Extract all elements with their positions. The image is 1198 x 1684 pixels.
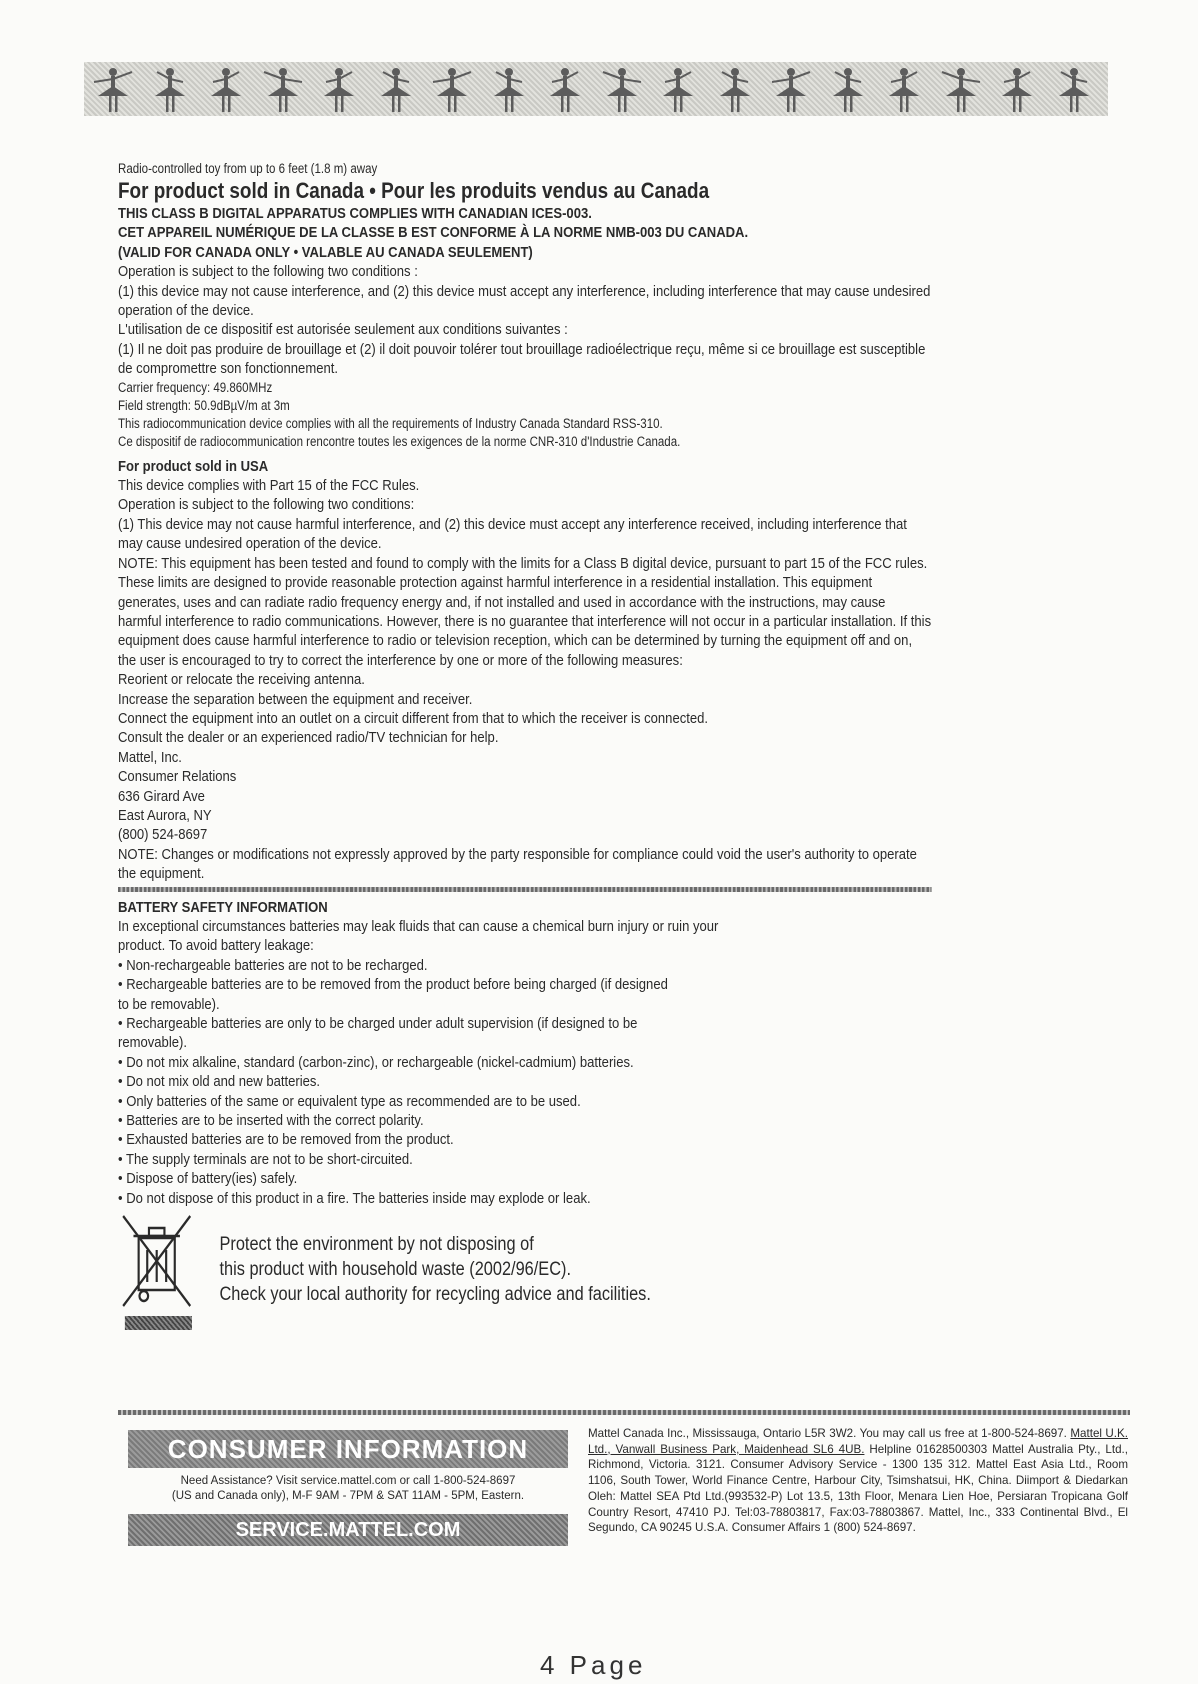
ballerina-icon (655, 66, 701, 114)
recycle-line: this product with household waste (2002/96/EC). (219, 1259, 571, 1281)
canada-heading: For product sold in Canada • Pour les produits vendus au Canada (118, 178, 710, 203)
measure-outlet: Connect the equipment into an outlet on a circuit different from that to which the receiver is connected. (118, 709, 709, 727)
rss-french: Ce dispositif de radiocommunication rencontre toutes les exigences de la norme CNR-310 d'Industrie Canada. (118, 433, 681, 449)
consumer-information-block (118, 1410, 1130, 1568)
modifications-note: NOTE: Changes or modifications not expressly approved by the party responsible for compliance could void the user's authority to operate the equipment. (118, 845, 917, 883)
battery-rule: • Non-rechargeable batteries are not to be recharged. (118, 956, 428, 974)
battery-rule: • Batteries are to be inserted with the correct polarity. (118, 1112, 424, 1130)
section-divider (118, 1410, 1130, 1415)
ballerina-icon (599, 66, 645, 114)
address-asia-pacific: Helpline 01628500303 Mattel Australia Pty., Ltd., Richmond, Victoria. 3121. Consumer Advisory Service - 1300 135 312. Mattel East Asia Ltd., Room 1106, South Tower, World Finance Centre, Harbour City, Tsimshatsui, HK, China. Diimport & Diedarkan Oleh: Mattel SEA Ptd Ltd.(993532-P) Lot 13.5, 13th Floor, Menara Lien Hoe, Persiaran Tropicana Golf Country Resort, 47410 PJ. Tel:03-78803817, Fax:03-78803867. Mattel, Inc., 333 Continental Blvd., El Segundo, CA 90245 U.S.A. Consumer Affairs 1 (800) 524-8697. (588, 1442, 1128, 1535)
battery-rule: • Exhausted batteries are to be removed from the product. (118, 1131, 454, 1149)
battery-rule: • Do not dispose of this product in a fire. The batteries inside may explode or leak. (118, 1189, 591, 1207)
ballerina-icon (316, 66, 362, 114)
carrier-frequency: Carrier frequency: 49.860MHz (118, 379, 273, 395)
ballerina-icon (938, 66, 984, 114)
ballerina-icon (203, 66, 249, 114)
ballerina-icon (994, 66, 1040, 114)
document-body (118, 160, 932, 1354)
ballerina-icon (1051, 66, 1097, 114)
ballerina-icon (373, 66, 419, 114)
ballerina-icon (881, 66, 927, 114)
usa-heading: For product sold in USA (118, 457, 269, 475)
battery-rule: • Do not mix old and new batteries. (118, 1073, 321, 1091)
ballerina-icon (825, 66, 871, 114)
battery-rule: • The supply terminals are not to be short-circuited. (118, 1150, 413, 1168)
ballerina-icon (260, 66, 306, 114)
battery-rule: • Do not mix alkaline, standard (carbon-zinc), or rechargeable (nickel-cadmium) batteries. (118, 1053, 634, 1071)
canada-conditions-fr-intro: L'utilisation de ce dispositif est autorisée seulement aux conditions suivantes : (118, 321, 568, 339)
phone-number: (800) 524-8697 (118, 826, 208, 844)
crossed-bin-icon (120, 1212, 194, 1310)
battery-rule: • Rechargeable batteries are to be removed from the product before being charged (if designed to be removable). (118, 976, 668, 1013)
usa-note: NOTE: This equipment has been tested and found to comply with the limits for a Class B digital device, pursuant to part 15 of the FCC rules. These limits are designed to provide reasonable protection against harmful interference in a residential installation. This equipment generates, uses and can radiate radio frequency energy and, if not installed and used in accordance with the instructions, may cause harmful interference to radio communications. However, there is no guarantee that interference will not occur in a particular installation. If this equipment does cause harmful interference to radio or television reception, which can be determined by turning the equipment off and on, the user is encouraged to try to correct the interference by one or more of the following measures: (118, 554, 932, 669)
company-addresses (588, 1426, 1128, 1536)
usa-conditions: (1) This device may not cause harmful interference, and (2) this device must accept any interference received, including interference that may cause undesired operation of the device. (118, 515, 907, 553)
range-note: Radio-controlled toy from up to 6 feet (1.8 m) away (118, 161, 378, 176)
measure-consult: Consult the dealer or an experienced radio/TV technician for help. (118, 729, 499, 747)
assistance-line: Need Assistance? Visit service.mattel.com or call 1-800-524-8697 (180, 1475, 516, 1487)
address-line: 636 Girard Ave (118, 787, 205, 805)
ballerina-icon (542, 66, 588, 114)
consumer-info-box (128, 1430, 568, 1548)
canada-valid-line: (VALID FOR CANADA ONLY • VALABLE AU CANADA SEULEMENT) (118, 243, 533, 261)
battery-rule: • Only batteries of the same or equivalent type as recommended are to be used. (118, 1092, 581, 1110)
recycle-text (219, 1232, 650, 1307)
address-line: Consumer Relations (118, 768, 237, 786)
usa-part15: This device complies with Part 15 of the FCC Rules. (118, 477, 420, 495)
recycle-line: Protect the environment by not disposing of (219, 1234, 534, 1256)
address-uk: Mattel U.K. Ltd., Vanwall Business Park, Maidenhead SL6 4UB. (588, 1427, 1128, 1456)
assistance-text (128, 1474, 568, 1504)
ballerina-icon (486, 66, 532, 114)
battery-rule: • Dispose of battery(ies) safely. (118, 1170, 298, 1188)
battery-heading: BATTERY SAFETY INFORMATION (118, 898, 328, 916)
canada-nmb-line: CET APPAREIL NUMÉRIQUE DE LA CLASSE B EST CONFORME À LA NORME NMB-003 DU CANADA. (118, 224, 749, 242)
address-line: East Aurora, NY (118, 806, 212, 824)
ballerina-icon (712, 66, 758, 114)
ballerina-icon (429, 66, 475, 114)
canada-ices-line: THIS CLASS B DIGITAL APPARATUS COMPLIES WITH CANADIAN ICES-003. (118, 205, 592, 222)
measure-separation: Increase the separation between the equipment and receiver. (118, 690, 473, 708)
ballerina-icon (768, 66, 814, 114)
address-line: Mattel, Inc. (118, 748, 182, 766)
canada-conditions-intro: Operation is subject to the following two conditions : (118, 263, 418, 281)
field-strength: Field strength: 50.9dBµV/m at 3m (118, 397, 290, 413)
service-url[interactable]: SERVICE.MATTEL.COM (128, 1514, 568, 1546)
ballerina-icon (147, 66, 193, 114)
page-number: 4 Page (540, 1650, 647, 1680)
recycle-line: Check your local authority for recycling advice and facilities. (219, 1284, 651, 1306)
weee-bar (125, 1316, 192, 1330)
battery-intro: In exceptional circumstances batteries may leak fluids that can cause a chemical burn injury or ruin your product. To avoid battery leakage: (118, 918, 719, 955)
weee-notice (118, 1212, 932, 1354)
rss-english: This radiocommunication device complies with all the requirements of Industry Canada Standard RSS-310. (118, 415, 663, 431)
battery-rule: • Rechargeable batteries are only to be charged under adult supervision (if designed to be removable). (118, 1015, 638, 1052)
ballerina-banner (84, 62, 1108, 116)
assistance-hours: (US and Canada only), M-F 9AM - 7PM & SAT 11AM - 5PM, Eastern. (171, 1490, 525, 1502)
section-divider (118, 887, 932, 892)
usa-conditions-intro: Operation is subject to the following two conditions: (118, 496, 415, 514)
canada-conditions-fr: (1) Il ne doit pas produire de brouillage et (2) il doit pouvoir tolérer tout brouillage radioélectrique reçu, même si ce brouillage est susceptible de compromettre son fonctionnement. (118, 340, 926, 378)
address-canada: Mattel Canada Inc., Mississauga, Ontario L5R 3W2. You may call us free at 1-800-524-8697. (588, 1427, 1067, 1440)
ballerina-icon (90, 66, 136, 114)
canada-conditions: (1) this device may not cause interference, and (2) this device must accept any interference, including interference that may cause undesired operation of the device. (118, 282, 931, 320)
consumer-info-title: CONSUMER INFORMATION (128, 1430, 568, 1468)
measure-reorient: Reorient or relocate the receiving antenna. (118, 671, 365, 689)
